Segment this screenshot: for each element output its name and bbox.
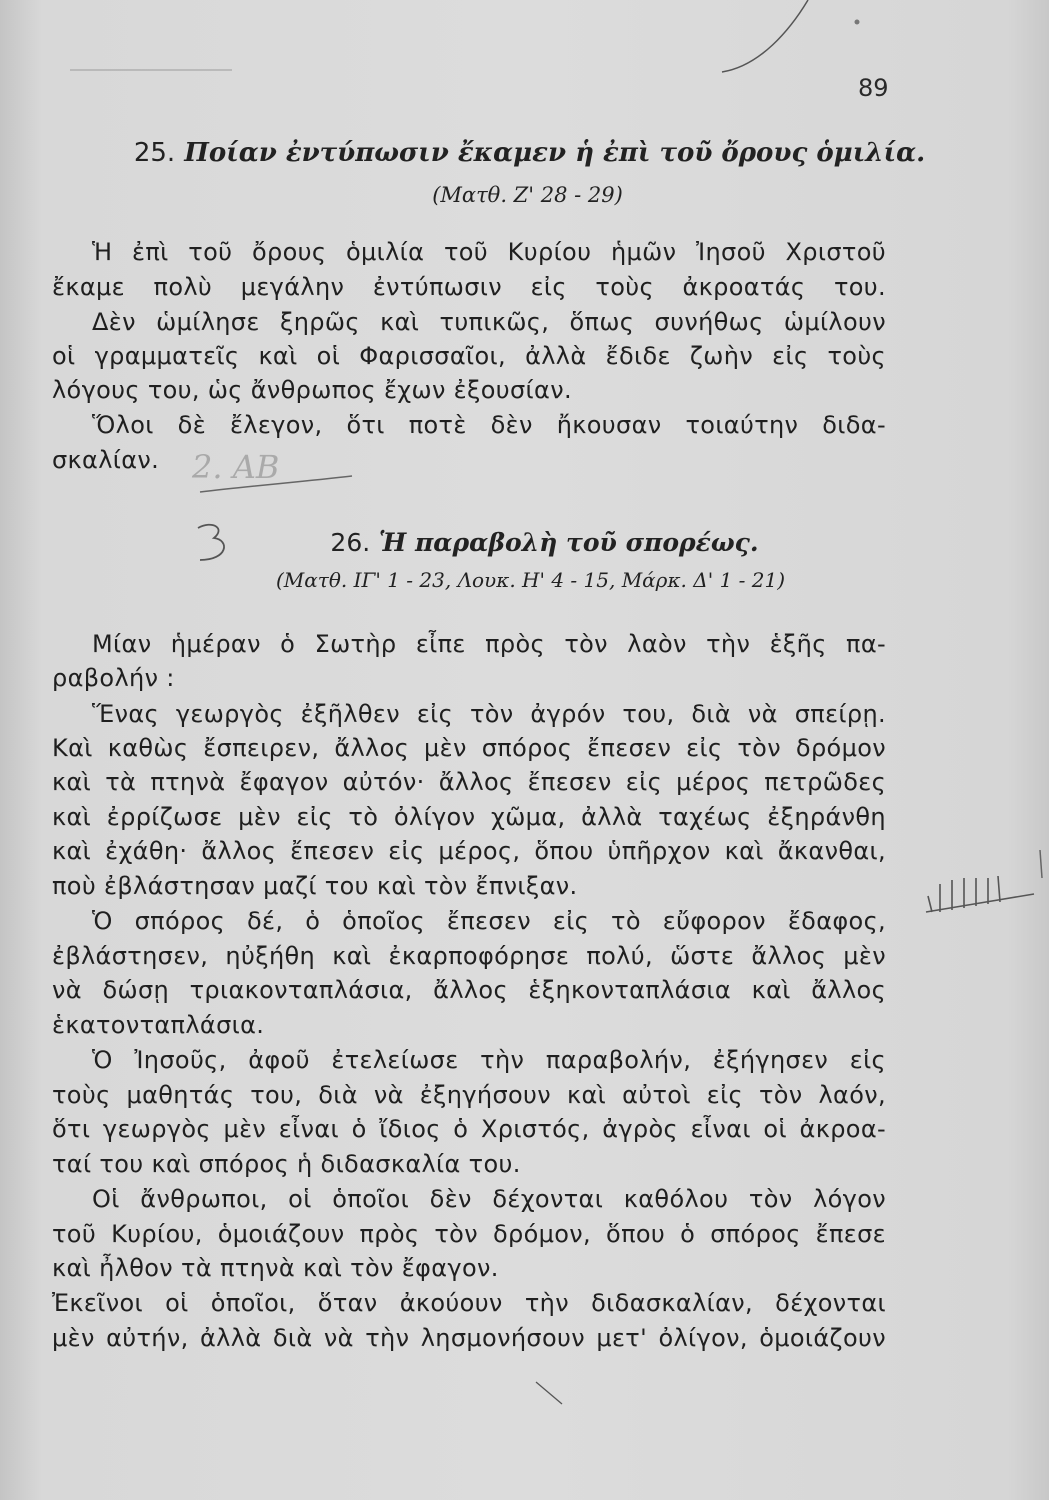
text-line: Ἐκεῖνοι οἱ ὁποῖοι, ὅταν ἀκούουν τὴν διδασκαλίαν, δέχονται xyxy=(52,1289,886,1317)
text-line: Καὶ καθὼς ἔσπειρεν, ἄλλος μὲν σπόρος ἔπεσεν εἰς τὸν δρόμον xyxy=(52,734,886,762)
text-line: ραβολήν : xyxy=(52,664,175,692)
text-line: καὶ τὰ πτηνὰ ἔφαγον αὐτόν· ἄλλος ἔπεσεν εἰς μέρος πετρῶδες xyxy=(52,768,886,796)
pencil-underline xyxy=(200,476,352,492)
pencil-dot xyxy=(855,20,860,25)
section-25-number: 25. xyxy=(133,138,176,168)
page-number: 89 xyxy=(858,74,889,102)
section-26-heading xyxy=(0,528,1049,557)
text-line: ἔκαμε πολὺ μεγάλην ἐντύπωσιν εἰς τοὺς ἀκροατάς του. xyxy=(52,273,886,301)
text-line: τοὺς μαθητάς του, διὰ νὰ ἐξηγήσουν καὶ αὐτοὶ εἰς τὸν λαόν, xyxy=(52,1081,886,1109)
text-line: καὶ ἐρρίζωσε μὲν εἰς τὸ ὀλίγον χῶμα, ἀλλὰ ταχέως ἐξηράνθη xyxy=(52,803,886,831)
text-line: σκαλίαν. xyxy=(52,446,160,474)
text-line: λόγους του, ὡς ἄνθρωπος ἔχων ἐξουσίαν. xyxy=(52,376,572,404)
section-25-heading xyxy=(0,138,1049,168)
text-line: Ἕνας γεωργὸς ἐξῆλθεν εἰς τὸν ἀγρόν του, διὰ νὰ σπείρῃ. xyxy=(92,700,886,728)
text-line: ποὺ ἐβλάστησαν μαζί του καὶ τὸν ἔπνιξαν. xyxy=(52,872,578,900)
handwritten-note: 2. ΑΒ xyxy=(192,448,280,486)
text-line: τοῦ Κυρίου, ὁμοιάζουν πρὸς τὸν δρόμον, ὅπου ὁ σπόρος ἔπεσε xyxy=(52,1220,886,1248)
section-25-reference: (Ματθ. Ζ' 28 - 29) xyxy=(432,183,623,207)
text-line: Ὁ σπόρος δέ, ὁ ὁποῖος ἔπεσεν εἰς τὸ εὔφορον ἔδαφος, xyxy=(92,907,886,935)
text-line: μὲν αὐτήν, ἀλλὰ διὰ νὰ τὴν λησμονήσουν μετ' ὀλίγον, ὁμοιάζουν xyxy=(52,1324,886,1352)
margin-edge-mark xyxy=(1040,850,1042,878)
pencil-stroke-bottom xyxy=(536,1382,562,1404)
text-line: Μίαν ἡμέραν ὁ Σωτὴρ εἶπε πρὸς τὸν λαὸν τὴν ἑξῆς πα- xyxy=(92,630,886,658)
text-line: Ὁ Ἰησοῦς, ἀφοῦ ἐτελείωσε τὴν παραβολήν, ἐξήγησεν εἰς xyxy=(92,1046,886,1074)
text-line: νὰ δώσῃ τριακονταπλάσια, ἄλλος ἑξηκονταπλάσια καὶ ἄλλος xyxy=(52,976,886,1004)
text-line: καὶ ἐχάθη· ἄλλος ἔπεσεν εἰς μέρος, ὅπου ὑπῆρχον καὶ ἄκανθαι, xyxy=(52,837,886,865)
section-25-title: Ποίαν ἐντύπωσιν ἔκαμεν ἡ ἐπὶ τοῦ ὄρους ὁμιλία. xyxy=(184,138,926,168)
text-line: οἱ γραμματεῖς καὶ οἱ Φαρισσαῖοι, ἀλλὰ ἔδιδε ζωὴν εἰς τοὺς xyxy=(52,342,886,370)
text-line: Οἱ ἄνθρωποι, οἱ ὁποῖοι δὲν δέχονται καθόλου τὸν λόγον xyxy=(92,1185,886,1213)
text-line: ἑκατονταπλάσια. xyxy=(52,1011,265,1039)
margin-tally-marks xyxy=(926,876,1034,912)
text-line: Δὲν ὡμίλησε ξηρῶς καὶ τυπικῶς, ὅπως συνήθως ὡμίλουν xyxy=(92,308,886,336)
section-26-number: 26. xyxy=(330,528,371,557)
section-26-title: Ἡ παραβολὴ τοῦ σπορέως. xyxy=(378,528,759,557)
text-line: ταί του καὶ σπόρος ἡ διδασκαλία του. xyxy=(52,1150,521,1178)
section-26-reference: (Ματθ. ΙΓ' 1 - 23, Λουκ. Η' 4 - 15, Μάρκ. Δ' 1 - 21) xyxy=(275,568,786,592)
text-line: ἐβλάστησεν, ηὐξήθη καὶ ἐκαρποφόρησε πολύ, ὥστε ἄλλος μὲν xyxy=(52,942,886,970)
text-line: καὶ ἦλθον τὰ πτηνὰ καὶ τὸν ἔφαγον. xyxy=(52,1254,499,1282)
text-line: Ὅλοι δὲ ἔλεγον, ὅτι ποτὲ δὲν ἤκουσαν τοιαύτην διδα- xyxy=(92,411,886,439)
text-line: ὅτι γεωργὸς μὲν εἶναι ὁ ἴδιος ὁ Χριστός, ἀγρὸς εἶναι οἱ ἀκροα- xyxy=(52,1115,886,1143)
text-line: Ἡ ἐπὶ τοῦ ὄρους ὁμιλία τοῦ Κυρίου ἡμῶν Ἰησοῦ Χριστοῦ xyxy=(92,238,886,266)
pencil-stroke-top xyxy=(722,0,808,72)
